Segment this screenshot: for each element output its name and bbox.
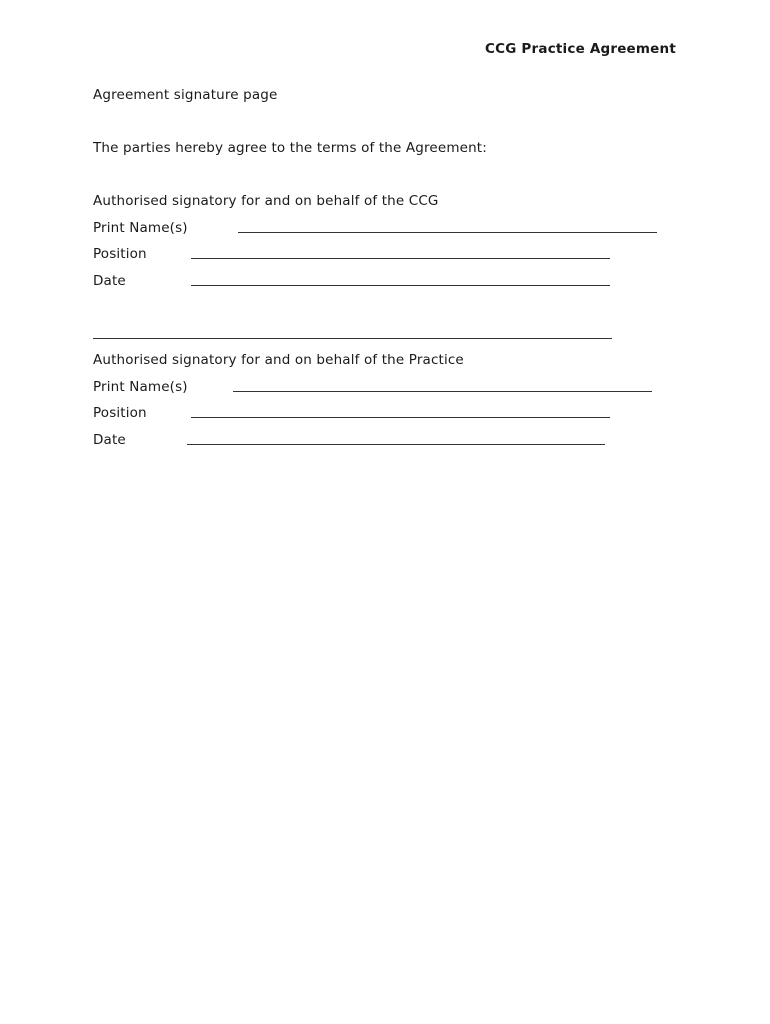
practice-print-name-line[interactable]	[233, 391, 652, 392]
ccg-position-line[interactable]	[191, 258, 610, 259]
practice-position-label: Position	[93, 405, 147, 421]
ccg-print-name-label: Print Name(s)	[93, 220, 188, 236]
page-heading: Agreement signature page	[93, 87, 278, 103]
practice-date-line[interactable]	[187, 444, 605, 445]
practice-date-label: Date	[93, 432, 126, 448]
practice-print-name-label: Print Name(s)	[93, 379, 188, 395]
ccg-position-label: Position	[93, 246, 147, 262]
ccg-date-label: Date	[93, 273, 126, 289]
ccg-block-heading: Authorised signatory for and on behalf of the CCG	[93, 193, 439, 209]
ccg-print-name-line[interactable]	[238, 232, 657, 233]
intro-text: The parties hereby agree to the terms of the Agreement:	[93, 140, 487, 156]
practice-position-line[interactable]	[191, 417, 610, 418]
ccg-signature-line[interactable]	[93, 338, 612, 339]
ccg-date-line[interactable]	[191, 285, 610, 286]
document-header-title: CCG Practice Agreement	[485, 41, 676, 57]
practice-block-heading: Authorised signatory for and on behalf of the Practice	[93, 352, 464, 368]
